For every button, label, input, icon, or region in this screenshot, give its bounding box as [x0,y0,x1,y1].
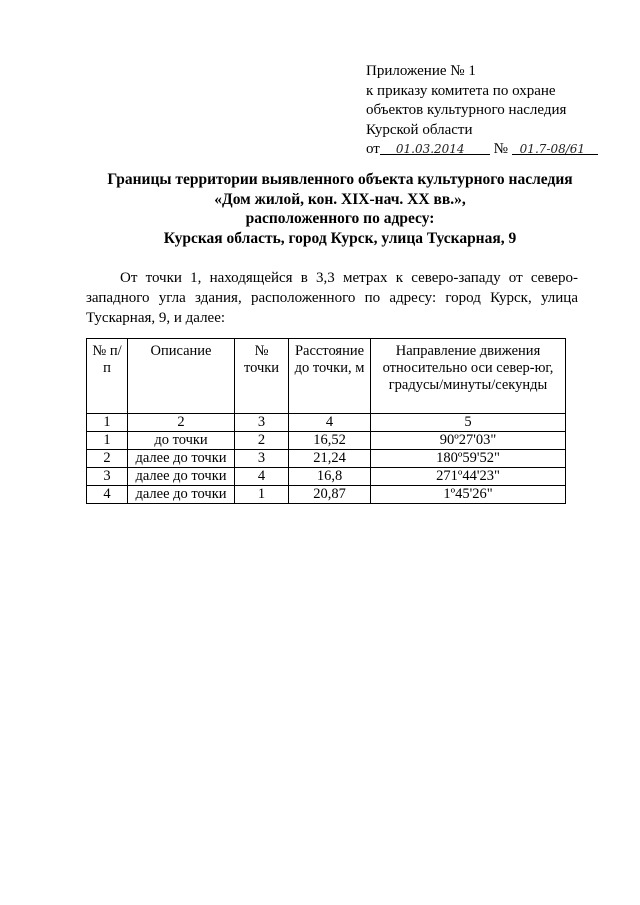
table-cell: 4 [235,468,289,486]
appendix-committee-line: объектов культурного наследия [366,102,567,118]
header-cell: Расстояние до точки, м [289,339,371,414]
table-row [87,450,566,468]
table-header-row [87,339,566,414]
table-cell: 1º45'26" [371,486,566,504]
table-cell: 16,8 [289,468,371,486]
table-cell: далее до точки [128,486,235,504]
intro-paragraph [86,268,578,328]
document-title [60,170,620,248]
handwritten-date: 01.03.2014 [380,140,490,155]
title-line-3: расположенного по адресу: [245,210,435,227]
table-cell: 20,87 [289,486,371,504]
column-number: 5 [371,414,566,432]
table-cell: далее до точки [128,450,235,468]
from-label: от [366,141,380,157]
table-cell: 3 [235,450,289,468]
table-cell: до точки [128,432,235,450]
column-number: 4 [289,414,371,432]
table-cell: 2 [235,432,289,450]
table-row [87,486,566,504]
title-line-1: Границы территории выявленного объекта культурного наследия [107,171,573,188]
title-line-2: «Дом жилой, кон. XIX-нач. XX вв.», [214,190,466,208]
appendix-title: Приложение № 1 [366,63,476,79]
number-label: № [493,141,508,157]
header-cell: № точки [235,339,289,414]
boundary-table [86,338,566,504]
header-cell: Описание [128,339,235,414]
column-number: 1 [87,414,128,432]
table-cell: 180º59'52" [371,450,566,468]
table-cell: 271º44'23" [371,468,566,486]
table-cell: 3 [87,468,128,486]
handwritten-number: 01.7-08/61 [512,140,598,155]
table-cell: 90º27'03" [371,432,566,450]
header-cell: Направление движения относительно оси север-юг, градусы/минуты/секунды [371,339,566,414]
appendix-date-number-line [366,140,598,160]
appendix-region-line: Курской области [366,121,473,138]
title-line-4: Курская область, город Курск, улица Тускарная, 9 [163,229,517,247]
column-number-row [87,414,566,432]
table-row [87,432,566,450]
table-cell: 4 [87,486,128,504]
table-cell: 1 [235,486,289,504]
intro-text: От точки 1, находящейся в 3,3 метрах к северо-западу от северо-западного угла здания, расположенного по адресу: город Курск, улица Тускарная, 9, и далее: [86,270,578,326]
table-cell: 1 [87,432,128,450]
column-number: 2 [128,414,235,432]
table-cell: 16,52 [289,432,371,450]
table-cell: далее до точки [128,468,235,486]
table-cell: 2 [87,450,128,468]
column-number: 3 [235,414,289,432]
header-cell: № п/п [87,339,128,414]
table-cell: 21,24 [289,450,371,468]
table-row [87,468,566,486]
appendix-order-line: к приказу комитета по охране [366,82,556,99]
appendix-header [366,62,598,160]
